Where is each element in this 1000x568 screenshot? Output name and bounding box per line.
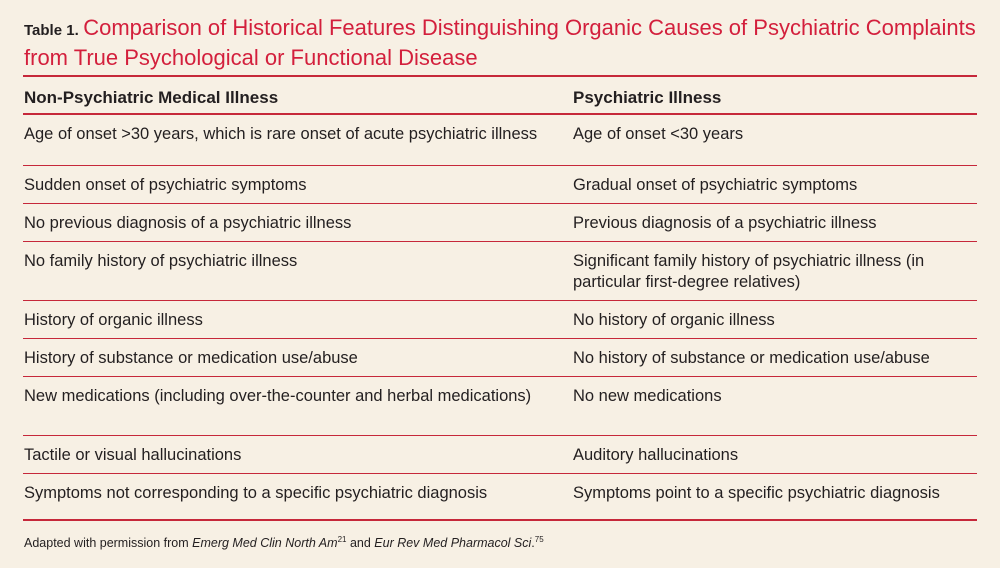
table-header-row	[23, 77, 977, 113]
table-row	[23, 474, 977, 519]
footnote-suffix: .	[531, 536, 535, 550]
cell-psychiatric: Gradual onset of psychiatric symptoms	[573, 176, 858, 194]
table-row	[23, 166, 977, 204]
table-row	[23, 115, 977, 166]
footnote-source-2: Eur Rev Med Pharmacol Sci	[374, 536, 532, 550]
cell-non-psychiatric: Age of onset >30 years, which is rare onset of acute psychiatric illness	[24, 125, 538, 143]
cell-psychiatric: No history of substance or medication use/abuse	[573, 349, 930, 367]
table-row	[23, 242, 977, 301]
cell-psychiatric: Auditory hallucinations	[573, 446, 739, 464]
footnote-prefix: Adapted with permission from	[24, 536, 193, 550]
footnote-ref-1: 21	[337, 535, 347, 544]
cell-non-psychiatric: Symptoms not corresponding to a specific psychiatric diagnosis	[24, 484, 488, 502]
table-title	[24, 14, 984, 74]
cell-psychiatric: Previous diagnosis of a psychiatric illness	[573, 214, 877, 232]
table-row	[23, 339, 977, 377]
cell-psychiatric: No new medications	[573, 387, 722, 405]
column-header-non-psychiatric: Non-Psychiatric Medical Illness	[24, 88, 279, 107]
cell-non-psychiatric: History of organic illness	[24, 311, 203, 329]
cell-non-psychiatric: Sudden onset of psychiatric symptoms	[24, 176, 307, 194]
cell-non-psychiatric: New medications (including over-the-counter and herbal medications)	[24, 387, 532, 405]
cell-psychiatric: Symptoms point to a specific psychiatric diagnosis	[573, 484, 940, 502]
table-title-text: Comparison of Historical Features Distinguishing Organic Causes of Psychiatric Complaints from True Psychological or Functional Disease	[24, 15, 976, 70]
cell-non-psychiatric: Tactile or visual hallucinations	[24, 446, 242, 464]
table-row	[23, 377, 977, 436]
footnote-middle: and	[346, 536, 375, 550]
cell-non-psychiatric: No previous diagnosis of a psychiatric illness	[24, 214, 352, 232]
cell-psychiatric: Significant family history of psychiatric illness (in particular first-degree relatives)	[573, 252, 925, 291]
table-row	[23, 204, 977, 242]
cell-psychiatric: Age of onset <30 years	[573, 125, 744, 143]
table-row	[23, 436, 977, 474]
cell-psychiatric: No history of organic illness	[573, 311, 775, 329]
table-label: Table 1.	[24, 22, 79, 39]
column-header-psychiatric: Psychiatric Illness	[573, 88, 722, 107]
table-row	[23, 301, 977, 339]
footnote-source-1: Emerg Med Clin North Am	[192, 536, 338, 550]
cell-non-psychiatric: No family history of psychiatric illness	[24, 252, 298, 270]
table-body	[23, 115, 977, 519]
cell-non-psychiatric: History of substance or medication use/abuse	[24, 349, 358, 367]
bottom-rule	[23, 519, 977, 521]
footnote-ref-2: 75	[534, 535, 544, 544]
footnote	[24, 535, 544, 550]
